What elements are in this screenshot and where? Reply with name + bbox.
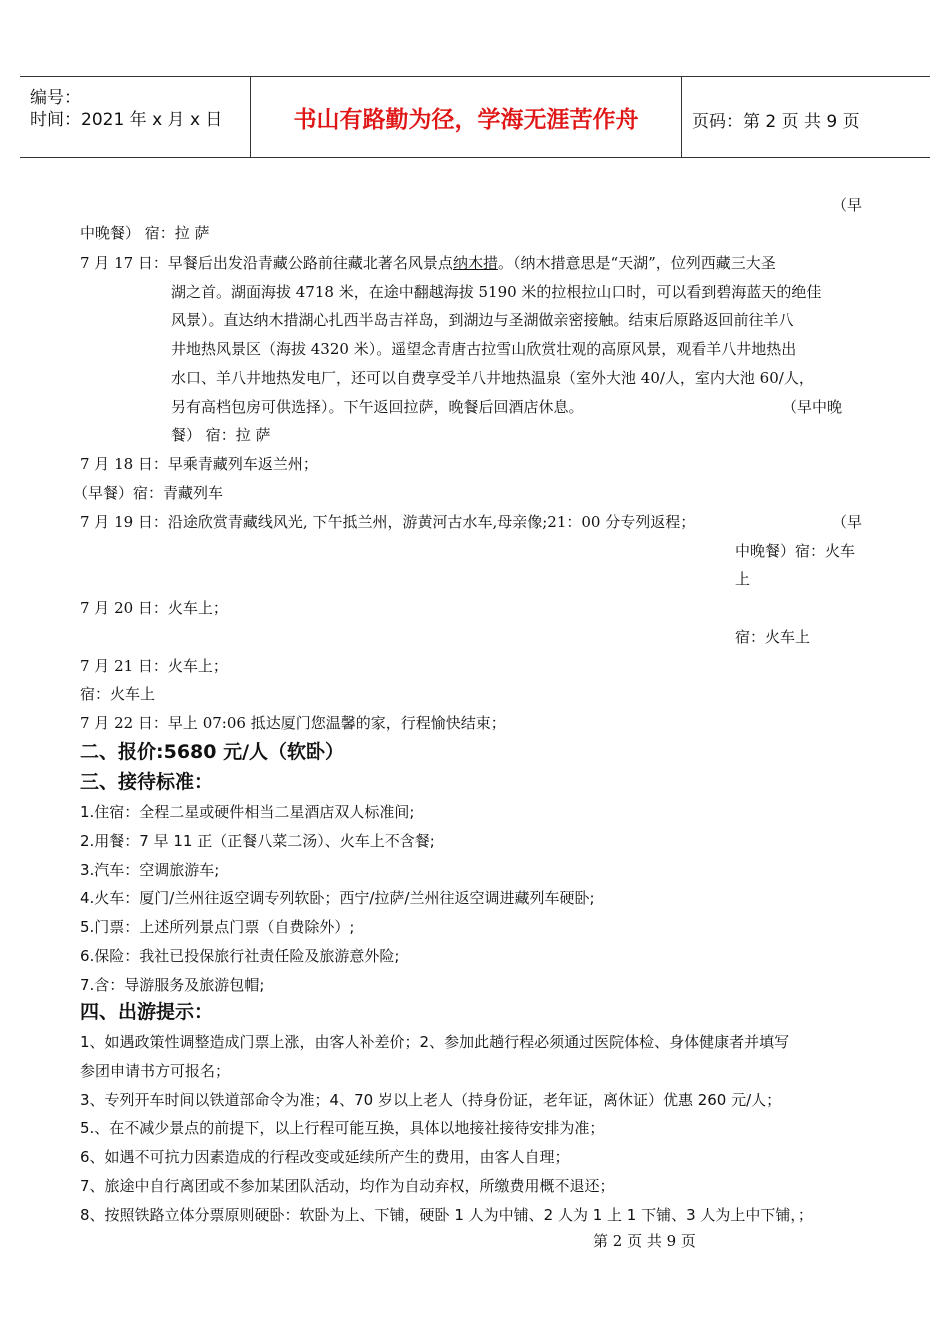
itinerary-day-22: 7 月 22 日：早上 07:06 抵达厦门您温馨的家，行程愉快结束； bbox=[80, 714, 506, 732]
itinerary-line: （早中晚 bbox=[782, 398, 843, 416]
tip-item: 1、如遇政策性调整造成门票上涨，由客人补差价；2、参加此趟行程必须通过医院体检、身体健康者并填写 bbox=[80, 1033, 790, 1051]
itinerary-day-17 bbox=[80, 252, 776, 273]
itinerary-line: 宿：火车上 bbox=[735, 628, 811, 646]
tip-item: 8、按照铁路立体分票原则硬卧：软卧为上、下铺，硬卧 1 人为中铺、2 人为 1 上 1 下铺、3 人为上中下铺，； bbox=[80, 1206, 813, 1224]
standard-item: 3.汽车：空调旅游车; bbox=[80, 861, 220, 879]
page-footer: 第 2 页 共 9 页 bbox=[593, 1232, 696, 1250]
itinerary-line: 另有高档包房可供选择）。下午返回拉萨，晚餐后回酒店休息。 bbox=[171, 398, 584, 416]
itinerary-text: 。（纳木措意思是“天湖”，位列西藏三大圣 bbox=[497, 254, 776, 272]
itinerary-text: 7 月 17 日：早餐后出发沿青藏公路前往藏北著名风景点 bbox=[80, 254, 453, 272]
tip-item: 7、旅途中自行离团或不参加某团队活动，均作为自动弃权，所缴费用概不退还； bbox=[80, 1177, 615, 1195]
itinerary-line: （早餐）宿：青藏列车 bbox=[73, 484, 224, 502]
number-label: 编号： bbox=[30, 88, 81, 108]
tip-item: 6、如遇不可抗力因素造成的行程改变或延续所产生的费用，由客人自理； bbox=[80, 1148, 570, 1166]
standard-item: 5.门票：上述所列景点门票（自费除外）; bbox=[80, 918, 355, 936]
page-label: 页码：第 2 页 共 9 页 bbox=[692, 112, 860, 132]
tip-item: 参团申请书方可报名； bbox=[80, 1062, 231, 1080]
itinerary-line: 湖之首。湖面海拔 4718 米，在途中翻越海拔 5190 米的拉根拉山口时，可以看到碧海蓝天的绝佳 bbox=[171, 283, 822, 301]
itinerary-day-21: 7 月 21 日：火车上； bbox=[80, 657, 228, 675]
standard-item: 1.住宿：全程二星或硬件相当二星酒店双人标准间; bbox=[80, 803, 415, 821]
header-meta-cell bbox=[20, 77, 251, 157]
standard-item: 6.保险：我社已投保旅行社责任险及旅游意外险; bbox=[80, 947, 400, 965]
tips-heading: 四、出游提示： bbox=[80, 1001, 214, 1023]
standard-item: 2.用餐：7 早 11 正（正餐八菜二汤）、火车上不含餐; bbox=[80, 832, 435, 850]
itinerary-line: 井地热风景区（海拔 4320 米）。遥望念青唐古拉雪山欣赏壮观的高原风景，观看羊八井地热出 bbox=[171, 340, 797, 358]
itinerary-day-20: 7 月 20 日：火车上； bbox=[80, 599, 228, 617]
standard-item: 7.含：导游服务及旅游包帽; bbox=[80, 976, 265, 994]
itinerary-line: 中晚餐）宿：火车 bbox=[735, 542, 856, 560]
itinerary-line: 水口、羊八井地热发电厂，还可以自费享受羊八井地热温泉（室外大池 40/人，室内大池 60/人， bbox=[171, 369, 814, 387]
standard-item: 4.火车：厦门/兰州往返空调专列软卧；西宁/拉萨/兰州往返空调进藏列车硬卧; bbox=[80, 889, 595, 907]
document-header bbox=[20, 76, 930, 158]
itinerary-line: 餐） 宿：拉 萨 bbox=[171, 426, 271, 444]
itinerary-line: （早 bbox=[832, 196, 863, 214]
itinerary-line: 风景）。直达纳木措湖心扎西半岛吉祥岛，到湖边与圣湖做亲密接触。结束后原路返回前往羊八 bbox=[171, 311, 794, 329]
time-label: 时间：2021 年 x 月 x 日 bbox=[30, 110, 223, 130]
namtso-link: 纳木措 bbox=[452, 254, 498, 272]
standards-heading: 三、接待标准： bbox=[80, 771, 214, 793]
tip-item: 5.、在不减少景点的前提下，以上行程可能互换，具体以地接社接待安排为准； bbox=[80, 1119, 605, 1137]
tip-item: 3、专列开车时间以铁道部命令为准；4、70 岁以上老人（持身份证，老年证，离休证）优惠 260 元/人； bbox=[80, 1091, 782, 1109]
itinerary-line: （早 bbox=[832, 513, 863, 531]
price-heading: 二、报价:5680 元/人（软卧） bbox=[80, 741, 345, 763]
itinerary-line: 上 bbox=[735, 570, 751, 588]
itinerary-line: 中晚餐） 宿：拉 萨 bbox=[80, 224, 210, 242]
itinerary-day-19: 7 月 19 日：沿途欣赏青藏线风光, 下午抵兰州，游黄河古水车,母亲像;21：00 分专列返程； bbox=[80, 513, 696, 531]
itinerary-day-18: 7 月 18 日：早乘青藏列车返兰州； bbox=[80, 455, 318, 473]
itinerary-line: 宿：火车上 bbox=[80, 685, 156, 703]
motto: 书山有路勤为径，学海无涯苦作舟 bbox=[251, 77, 682, 157]
